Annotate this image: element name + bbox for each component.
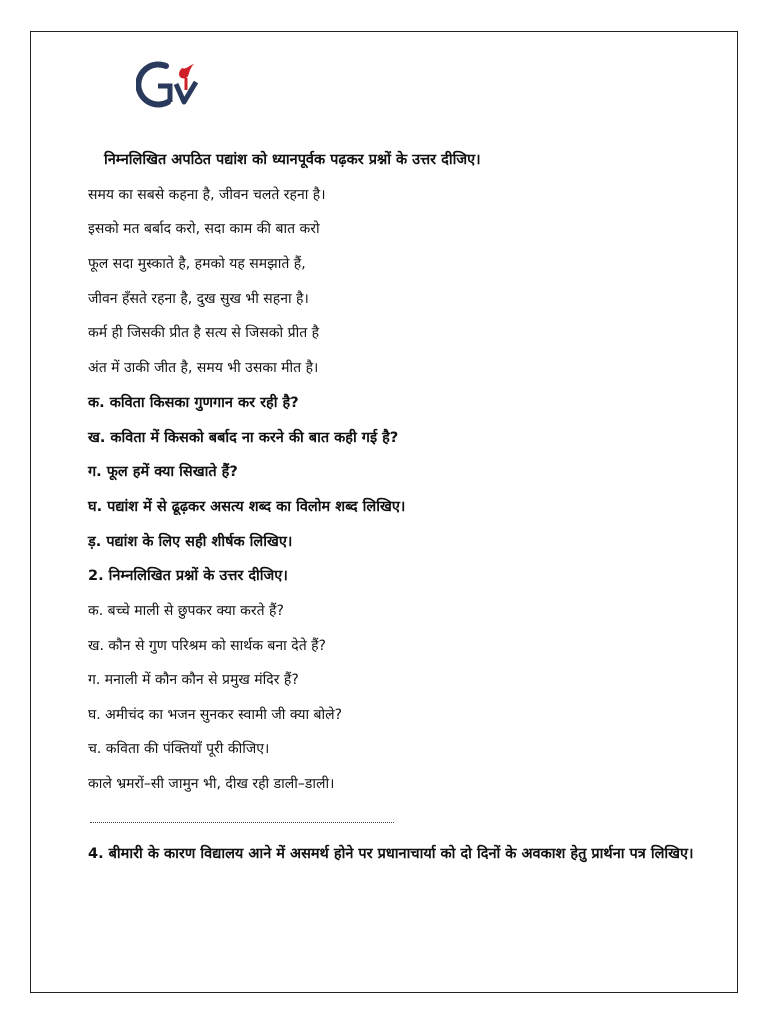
question-4: 4. बीमारी के कारण विद्यालय आने में असमर्थ होने पर प्रधानाचार्या को दो दिनों के अवकाश हेतु प्रार्थना पत्र लिखिए। (88, 846, 694, 862)
poem-line: जीवन हँसते रहना है, दुख सुख भी सहना है। (88, 291, 309, 307)
question-item: ग. मनाली में कौन कौन से प्रमुख मंदिर हैं? (88, 672, 299, 688)
question-item: च. कविता की पंक्तियाँ पूरी कीजिए। (88, 741, 270, 757)
question-item: घ. अमीचंद का भजन सुनकर स्वामी जी क्या बोले? (88, 707, 343, 723)
question-item: ख. कविता में किसको बर्बाद ना करने की बात कही गई है? (88, 430, 399, 446)
poem-line: अंत में उाकी जीत है, समय भी उसका मीत है। (88, 360, 319, 376)
page-heading: निम्नलिखित अपठित पद्यांश को ध्यानपूर्वक पढ़कर प्रश्नों के उत्तर दीजिए। (104, 152, 481, 168)
answer-dotted-line (90, 822, 394, 823)
poem-line: काले भ्रमरों–सी जामुन भी, दीख रही डाली–डाली। (88, 776, 335, 792)
school-logo-icon (136, 56, 202, 108)
question-item: घ. पद्यांश में से ढूढ़कर असत्य शब्द का विलोम शब्द लिखिए। (88, 499, 406, 515)
question-item: क. बच्चे माली से छुपकर क्या करते हैं? (88, 603, 284, 619)
poem-line: फूल सदा मुस्काते है, हमको यह समझाते हैं, (88, 256, 306, 272)
question-item: क. कविता किसका गुणगान कर रही है? (88, 395, 299, 411)
poem-line: इसको मत बर्बाद करो, सदा काम की बात करो (88, 221, 320, 237)
poem-line: समय का सबसे कहना है, जीवन चलते रहना है। (88, 187, 326, 203)
section-heading: 2. निम्नलिखित प्रश्नों के उत्तर दीजिए। (88, 568, 288, 584)
question-item: ग. फूल हमें क्या सिखाते हैं? (88, 464, 238, 480)
question-item: ख. कौन से गुण परिश्रम को सार्थक बना देते हैं? (88, 638, 326, 654)
question-item: ड़. पद्यांश के लिए सही शीर्षक लिखिए। (88, 534, 293, 550)
poem-line: कर्म ही जिसकी प्रीत है सत्य से जिसको प्रीत है (88, 325, 320, 341)
